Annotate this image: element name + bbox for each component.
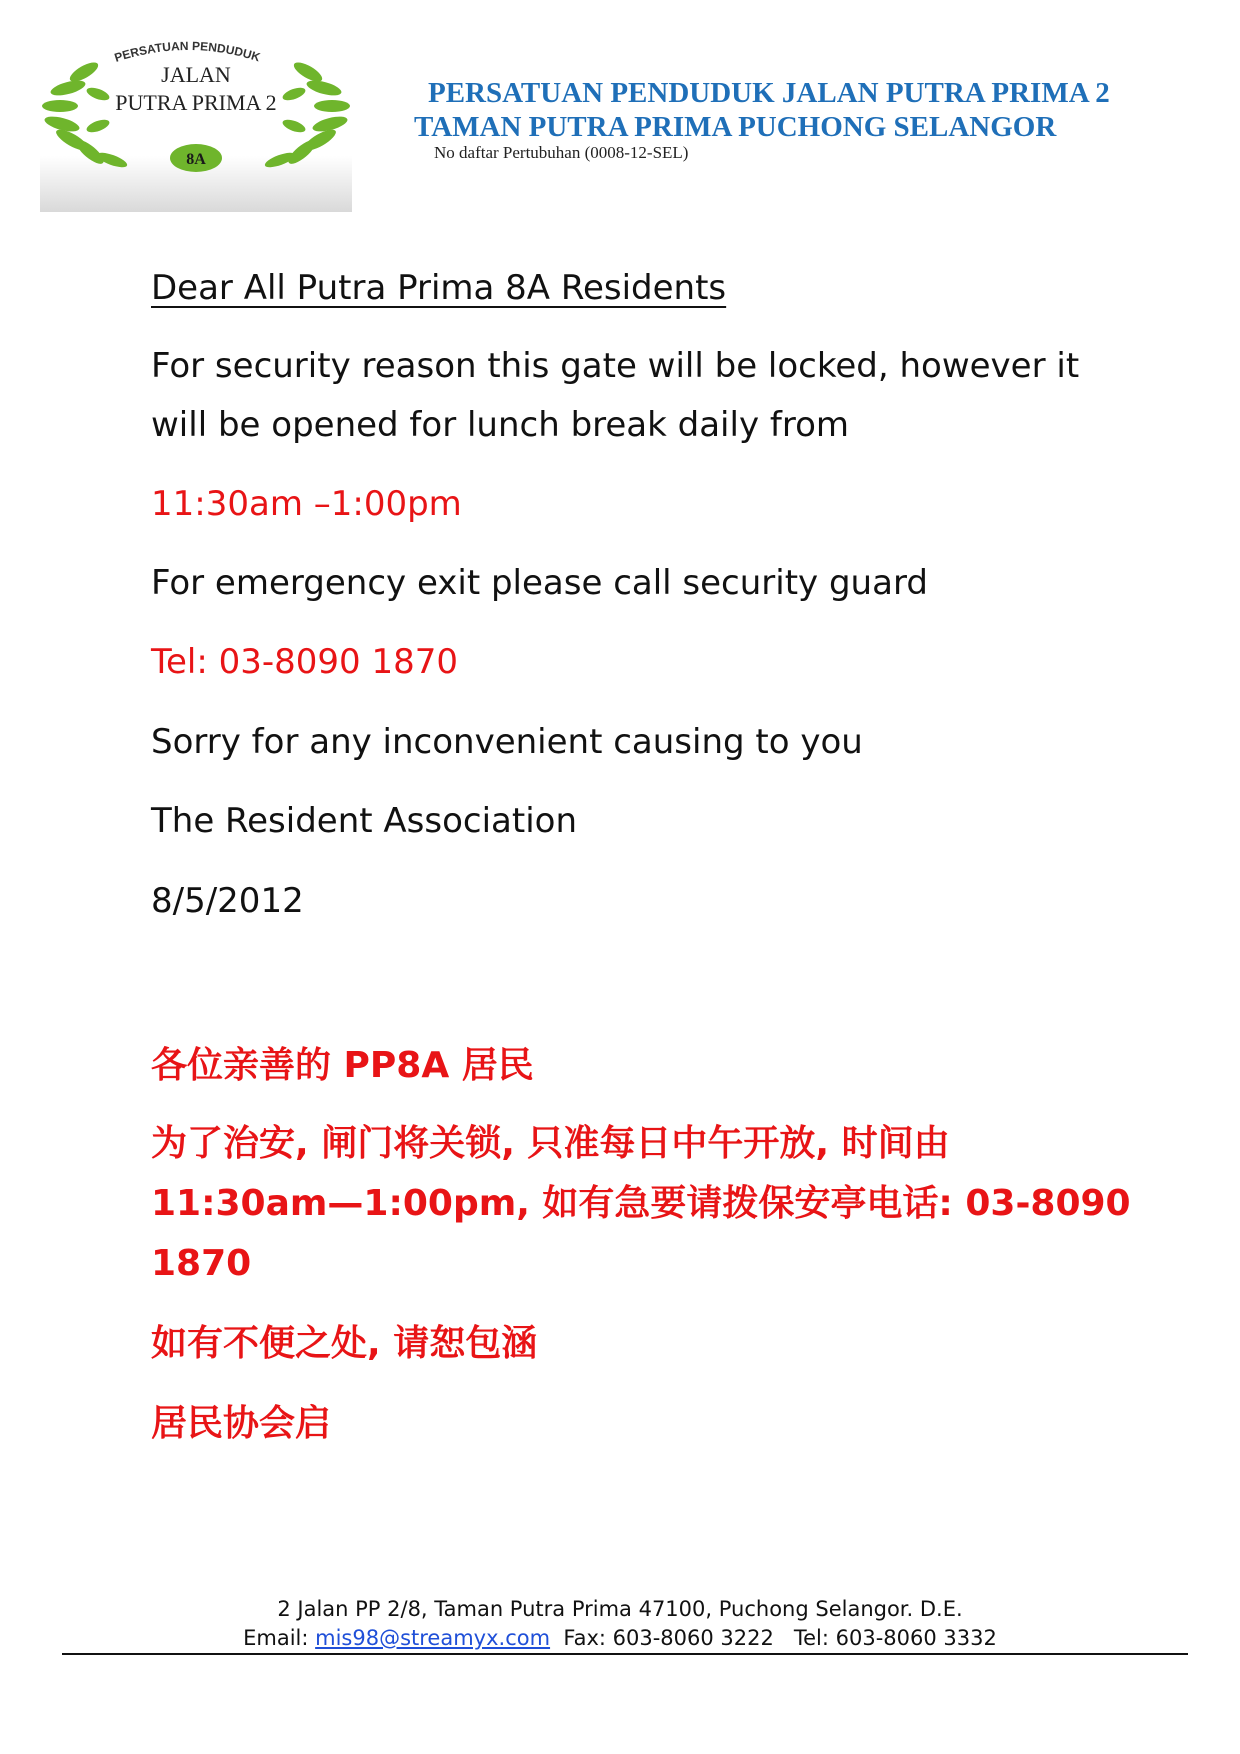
logo-line1: JALAN — [161, 62, 231, 87]
notice-line2: will be opened for lunch break daily from — [151, 405, 849, 445]
org-name-line1: PERSATUAN PENDUDUK JALAN PUTRA PRIMA 2 — [428, 77, 1110, 109]
zh-line1: 为了治安, 闸门将关锁, 只准每日中午开放, 时间由 — [151, 1123, 950, 1164]
zh-apology: 如有不便之处, 请恕包涵 — [151, 1323, 538, 1364]
signoff: The Resident Association — [151, 801, 577, 841]
logo-line2: PUTRA PRIMA 2 — [115, 90, 277, 115]
footer-email-label: Email: — [243, 1626, 316, 1650]
apology-line: Sorry for any inconvenient causing to you — [151, 722, 863, 762]
logo-badge-text: 8A — [186, 151, 206, 168]
footer-address: 2 Jalan PP 2/8, Taman Putra Prima 47100, Puchong Selangor. D.E. — [277, 1597, 963, 1621]
zh-line3: 1870 — [151, 1243, 252, 1284]
logo-arc-text: PERSATUAN PENDUDUK — [112, 38, 262, 65]
notice-greeting: Dear All Putra Prima 8A Residents — [151, 268, 727, 308]
security-phone: Tel: 03-8090 1870 — [151, 642, 459, 682]
registration-number: No daftar Pertubuhan (0008-12-SEL) — [434, 143, 689, 162]
opening-hours: 11:30am –1:00pm — [151, 484, 462, 524]
emergency-note: For emergency exit please call security guard — [151, 563, 928, 603]
org-name-line2: TAMAN PUTRA PRIMA PUCHONG SELANGOR — [414, 111, 1057, 143]
notice-date: 8/5/2012 — [151, 881, 304, 921]
footer-contacts — [0, 1626, 1240, 1650]
association-logo — [38, 36, 354, 214]
footer-tel: Tel: 603-8060 3332 — [793, 1626, 997, 1650]
zh-greeting: 各位亲善的 PP8A 居民 — [151, 1045, 534, 1086]
footer-fax: Fax: 603-8060 3222 — [563, 1626, 774, 1650]
notice-line1: For security reason this gate will be locked, however it — [151, 346, 1080, 386]
zh-line2: 11:30am—1:00pm, 如有急要请拨保安亭电话: 03-8090 — [151, 1183, 1131, 1224]
organization-name — [414, 76, 1110, 144]
footer-divider — [62, 1653, 1188, 1655]
zh-signoff: 居民协会启 — [151, 1403, 332, 1444]
footer-email-link[interactable]: mis98@streamyx.com — [315, 1626, 551, 1650]
